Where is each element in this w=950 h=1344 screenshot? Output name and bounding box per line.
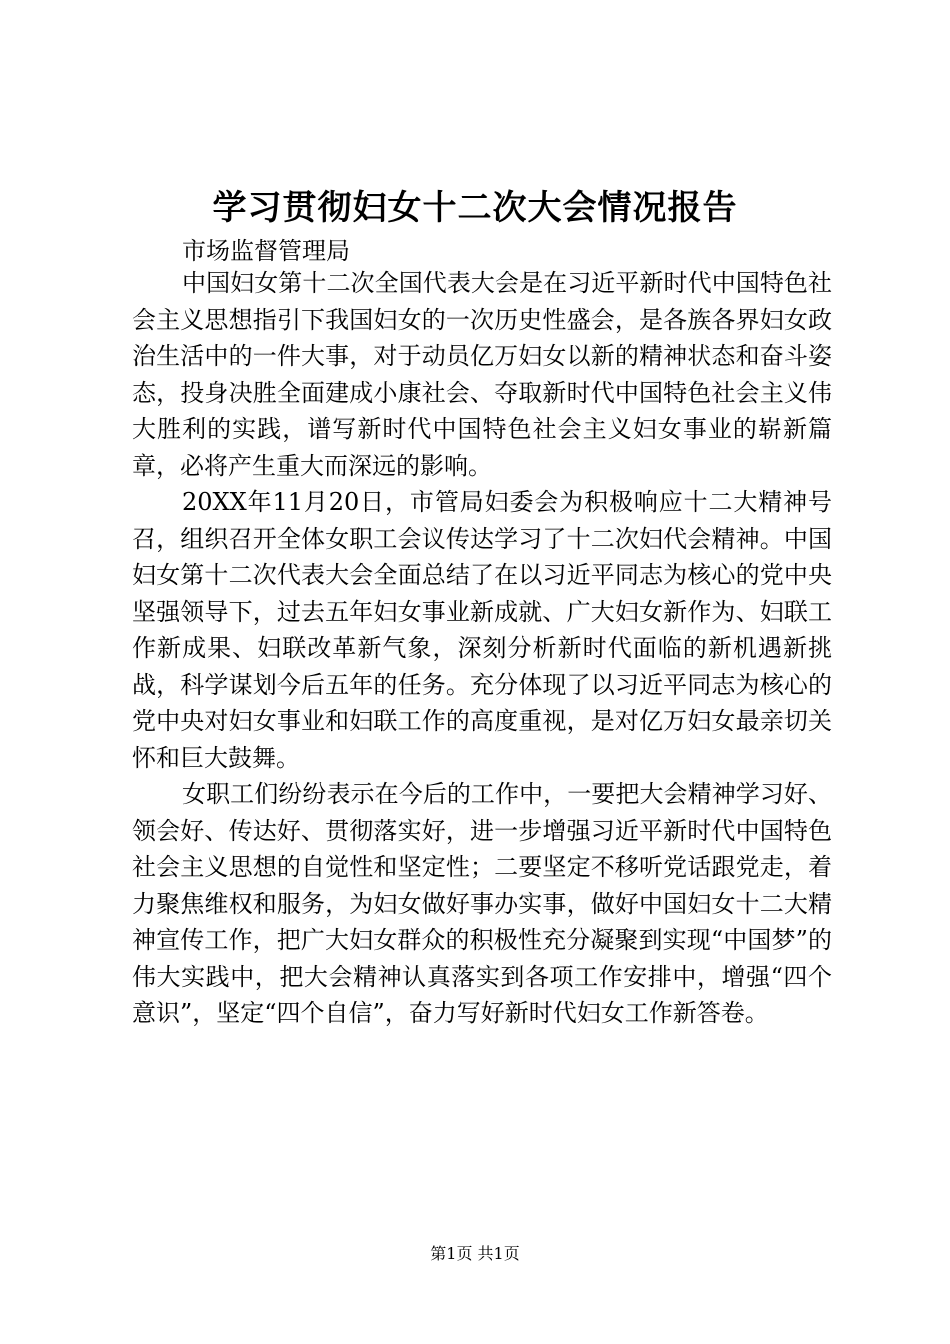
paragraph-1: 中国妇女第十二次全国代表大会是在习近平新时代中国特色社会主义思想指引下我国妇女的一次历史性盛会，是各族各界妇女政治生活中的一件大事，对于动员亿万妇女以新的精神状态和奋斗姿态，投身决胜全面建成小康社会、夺取新时代中国特色社会主义伟大胜利的实践，谱写新时代中国特色社会主义妇女事业的崭新篇章，必将产生重大而深远的影响。: [132, 269, 832, 480]
page-footer: 第1页 共1页: [430, 1244, 520, 1263]
document-title: 学习贯彻妇女十二次大会情况报告: [212, 188, 738, 228]
paragraph-2: 20XX年11月20日，市管局妇委会为积极响应十二大精神号召，组织召开全体女职工会议传达学习了十二次妇代会精神。中国妇女第十二次代表大会全面总结了在以习近平同志为核心的党中央坚强领导下，过去五年妇女事业新成就、广大妇女新作为、妇联工作新成果、妇联改革新气象，深刻分析新时代面临的新机遇新挑战，科学谋划今后五年的任务。充分体现了以习近平同志为核心的党中央对妇女事业和妇联工作的高度重视，是对亿万妇女最亲切关怀和巨大鼓舞。: [132, 488, 832, 772]
paragraph-3: 女职工们纷纷表示在今后的工作中，一要把大会精神学习好、领会好、传达好、贯彻落实好，进一步增强习近平新时代中国特色社会主义思想的自觉性和坚定性；二要坚定不移听党话跟党走，着力聚焦维权和服务，为妇女做好事办实事，做好中国妇女十二大精神宣传工作，把广大妇女群众的积极性充分凝聚到实现“中国梦”的伟大实践中，把大会精神认真落实到各项工作安排中，增强“四个意识”，坚定“四个自信”，奋力写好新时代妇女工作新答卷。: [132, 780, 832, 1027]
document-body: [132, 265, 832, 1032]
document-author: 市场监督管理局: [182, 237, 350, 265]
